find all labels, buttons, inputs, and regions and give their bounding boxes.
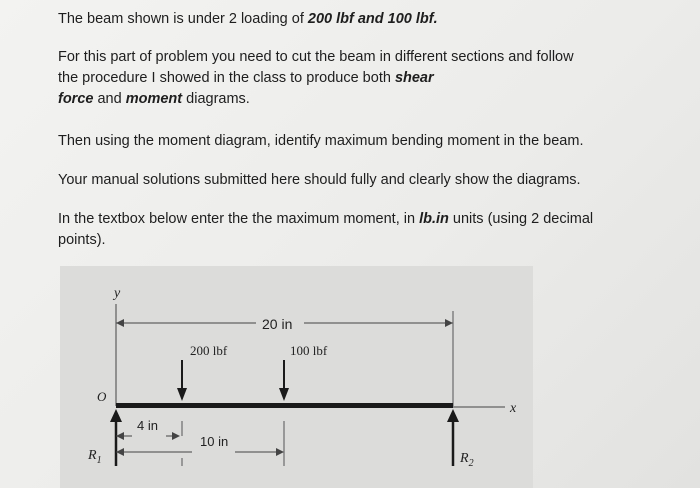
beam (116, 403, 453, 408)
answer-instruction-suffix: units (using 2 decimal (448, 211, 594, 227)
dim2-label: 10 in (200, 434, 229, 449)
force-word: force (58, 91, 94, 107)
reaction2-label: $R_2$ (460, 451, 474, 469)
dim1-label: 4 in (137, 418, 158, 433)
intro-paragraph (58, 9, 648, 30)
moment-word: moment (125, 91, 183, 107)
span-label: 20 in (262, 316, 293, 332)
dim1-arrowhead-right (172, 432, 180, 440)
answer-paragraph (58, 209, 648, 251)
submission-instruction: Your manual solutions submitted here should fully and clearly show the diagrams. (58, 172, 581, 188)
answer-unit: lb.in (419, 211, 449, 227)
reaction2-arrowhead (447, 409, 459, 422)
beam-figure (60, 266, 533, 488)
diagrams-word: diagrams. (182, 91, 250, 107)
answer-instruction: In the textbox below enter the the maximum moment, in (58, 211, 420, 227)
intro-loads: 200 lbf and 100 lbf. (307, 11, 438, 27)
procedure-paragraph (58, 47, 648, 110)
reaction1-arrowhead (110, 409, 122, 422)
procedure-line-2: the procedure I showed in the class to produce both (58, 70, 395, 86)
span-arrowhead-left (116, 319, 124, 327)
load1-arrowhead (177, 388, 187, 401)
load2-label: 100 lbf (290, 343, 328, 358)
dim2-arrowhead-right (276, 448, 284, 456)
beam-diagram (60, 266, 533, 488)
origin-label: O (97, 389, 107, 404)
x-axis-label: x (510, 401, 517, 416)
and-word: and (93, 91, 126, 107)
intro-text: The beam shown is under 2 loading of (58, 11, 308, 27)
answer-instruction-line-2: points). (58, 232, 106, 248)
shear-word: shear (394, 70, 434, 86)
span-arrowhead-right (445, 319, 453, 327)
reaction1-label: $R_1$ (88, 448, 102, 466)
moment-paragraph (58, 131, 648, 152)
moment-instruction: Then using the moment diagram, identify maximum bending moment in the beam. (58, 133, 584, 149)
load2-arrowhead (279, 388, 289, 401)
submission-paragraph (58, 170, 648, 191)
load1-label: 200 lbf (190, 343, 228, 358)
y-axis-label: y (114, 286, 121, 301)
procedure-line-1: For this part of problem you need to cut the beam in different sections and follow (58, 49, 574, 65)
